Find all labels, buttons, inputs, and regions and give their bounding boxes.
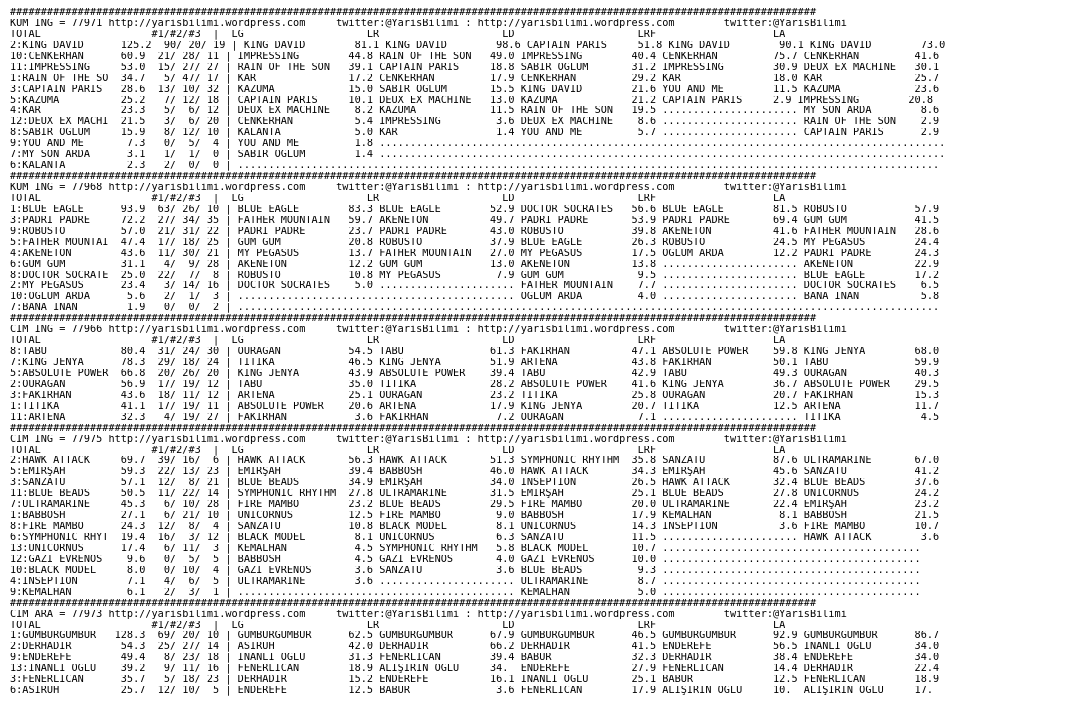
text-line: 9:ENDEREFE 49.4 8/ 23/ 18 | İNANLI OĞLU 31.3 FENERLİCAN 39.4 BABÜR 32.3 DERHADIR 38.4 ENDEREFE 34.0: [10, 653, 940, 664]
text-line: 7:ULTRAMARINE 45.3 6/ 10/ 28 | FIRE MAMBO 23.2 BLUE BEADS 29.5 FIRE MAMBO 20.0 ULTRAMARINE 22.4 EMİRŞAH 23.2: [10, 500, 940, 511]
text-line: 6:SYMPHONIC RHYT 19.4 16/ 3/ 12 | BLACK MODEL 8.1 UNICORNUS 6.3 SANZATU 11.5 ...................... HAWK ATTACK 3.6: [10, 533, 940, 543]
text-line: KUM ING = 77971 http://yarisbilimi.wordpress.com twitter:@YarisBilimi : http://yarisbilimi.wordpress.com twitter:@YarisBilimi: [10, 18, 847, 29]
text-line: CIM ING = 77966 http://yarisbilimi.wordpress.com twitter:@YarisBilimi : http://yarisbilimi.wordpress.com twitter:@YarisBilimi: [10, 325, 847, 336]
text-line: 7:KING JENYA 78.3 29/ 18/ 24 | TİTİKA 46.5 KING JENYA 51.9 ARTENA 43.8 FAKİRHAN 50.1 TABU 59.9: [10, 358, 940, 368]
text-line: 6:GÜM GÜM 31.1 4/ 9/ 28 | AKENETON 12.2 GÜM GÜM 13.0 AKENETON 13.8 ...................... AKENETON 22.9: [10, 259, 940, 270]
text-line: 5:EMİRŞAH 59.3 22/ 13/ 23 | EMİRŞAH 39.4 BABBOSH 46.0 HAWK ATTACK 34.3 EMİRŞAH 45.6 SANZATU 41.2: [10, 467, 940, 478]
text-line: TOTAL #1/#2/#3 | LG LR LD LRF LA: [10, 620, 786, 631]
text-line: 1:GÜMBÜRGÜMBÜR 128.3 69/ 20/ 10 | GÜMBÜRGÜMBÜR 62.5 GÜMBÜRGÜMBÜR 67.9 GÜMBÜRGÜMBÜR 46.5 GÜMBÜRGÜMBÜR 92.9 GÜMBÜRGÜMBÜR 86.7: [10, 631, 940, 642]
text-line: 8:TABU 80.4 31/ 24/ 30 | OURAGAN 54.5 TABU 61.3 FAKİRHAN 47.1 ABSOLUTE POWER 59.8 KING JENYA 68.0: [10, 347, 940, 358]
text-line: 12:GAZİ EVRENOS 9.6 0/ 5/ 5 | BABBOSH 4.5 GAZİ EVRENOS 4.0 GAZİ EVRENOS 10.0 ..........................................: [10, 554, 921, 565]
text-line: 13:UNICORNUS 17.4 6/ 11/ 3 | KEMALHAN 4.5 SYMPHONIC RHYTHM 5.8 BLACK MODEL 10.7 ..........................................: [10, 543, 921, 554]
text-line: 11:IMPRESSING 53.0 15/ 27/ 27 | RAIN OF THE SON 39.1 CAPTAIN PARIS 18.8 SABIR OĞLUM 31.2 IMPRESSING 30.9 DEUX EX MACHINE 30.1: [10, 62, 940, 73]
text-line: 3:FENERLİCAN 35.7 5/ 18/ 23 | DERHADIR 15.2 ENDEREFE 16.1 İNANLI OĞLU 25.1 BABÜR 12.5 FENERLİCAN 18.9: [10, 675, 940, 686]
text-line: 2:HAWK ATTACK 69.7 39/ 16/ 6 | HAWK ATTACK 56.3 HAWK ATTACK 51.3 SYMPHONIC RHYTHM 35.8 SANZATU 87.6 ULTRAMARINE 67.0: [10, 456, 940, 467]
text-line: 5:KAZUMA 25.2 7/ 12/ 18 | CAPTAIN PARIS 10.1 DEUX EX MACHINE 13.0 KAZUMA 21.2 CAPTAIN PARIS 2.9 IMPRESSING 20.8: [10, 95, 934, 106]
text-line: 9:ROBUSTO 57.0 21/ 31/ 22 | PADRI PADRE 23.7 PADRI PADRE 43.0 ROBUSTO 39.8 AKENETON 41.6 FATHER MOUNTAIN 28.6: [10, 226, 940, 237]
text-line: 11:BLUE BEADS 50.5 11/ 22/ 14 | SYMPHONIC RHYTHM 27.8 ULTRAMARINE 31.5 EMİRŞAH 25.1 BLUE BEADS 27.8 UNICORNUS 24.2: [10, 489, 940, 500]
text-line: 3:PADRI PADRE 72.2 27/ 34/ 35 | FATHER MOUNTAIN 59.7 AKENETON 49.7 PADRI PADRE 53.9 PADRI PADRE 69.4 GÜM GÜM 41.5: [10, 215, 940, 226]
text-line: 8:DOCTOR SOCRATE 25.0 22/ 7/ 8 | ROBUSTO 10.8 MY PEGASUS 7.9 GÜM GÜM 9.5 ...................... BLUE EAGLE 17.2: [10, 270, 940, 281]
text-line: 4:AKENETON 43.6 11/ 30/ 21 | MY PEGASUS 13.7 FATHER MOUNTAIN 27.0 MY PEGASUS 17.5 OĞLUM ARDA 12.2 PADRI PADRE 24.3: [10, 248, 940, 259]
text-line: ###################################################################################################################################: [10, 423, 817, 434]
text-line: CIM ARA = 77973 http://yarisbilimi.wordpress.com twitter:@YarisBilimi : http://yarisbilimi.wordpress.com twitter:@YarisBilimi: [10, 609, 847, 620]
text-line: 2:OURAGAN 56.9 17/ 19/ 12 | TABU 35.0 TİTİKA 28.2 ABSOLUTE POWER 41.6 KING JENYA 36.7 ABSOLUTE POWER 29.5: [10, 379, 940, 390]
text-line: 10:CENKERHAN 60.9 21/ 28/ 11 | IMPRESSING 44.8 RAIN OF THE SON 49.0 IMPRESSING 40.4 CENKERHAN 75.7 CENKERHAN 41.6: [10, 51, 940, 62]
text-line: ###################################################################################################################################: [10, 598, 817, 609]
text-line: 9:KEMALHAN 6.1 2/ 3/ 1 | ............................................. KEMALHAN 5.0 ..........................................: [10, 587, 921, 598]
text-line: 1:BLUE EAGLE 93.9 63/ 26/ 10 | BLUE EAGLE 83.3 BLUE EAGLE 52.9 DOCTOR SOCRATES 56.6 BLUE EAGLE 81.5 ROBUSTO 57.9: [10, 204, 940, 215]
text-line: ###################################################################################################################################: [10, 8, 817, 18]
text-line: 5:FATHER MOUNTAI 47.4 17/ 18/ 25 | GÜM GÜM 20.8 ROBUSTO 37.9 BLUE EAGLE 26.3 ROBUSTO 24.5 MY PEGASUS 24.4: [10, 237, 940, 248]
text-line: 1:RAIN OF THE SO 34.7 5/ 47/ 17 | KAR 17.2 CENKERHAN 17.9 CENKERHAN 29.2 KAR 18.0 KAR 25.7: [10, 73, 940, 84]
text-line: 8:FIRE MAMBO 24.3 12/ 8/ 4 | SANZATU 10.8 BLACK MODEL 8.1 UNICORNUS 14.3 INSEPTION 3.6 FIRE MAMBO 10.7: [10, 522, 940, 533]
text-line: 4:KAR 23.3 5/ 6/ 12 | DEUX EX MACHINE 8.2 KAZUMA 11.5 RAIN OF THE SON 19.5 ...................... MY SON ARDA 8.6: [10, 106, 940, 117]
text-line: 10:OĞLUM ARDA 5.6 2/ 1/ 3 | ............................................. OĞLUM ARDA 4.0 ...................... BANA İNAN 5.8: [10, 292, 940, 303]
text-line: 3:CAPTAIN PARIS 28.6 13/ 10/ 32 | KAZUMA 15.0 SABIR OĞLUM 15.5 KING DAVID 21.6 YOU AND ME 11.5 KAZUMA 23.6: [10, 84, 940, 95]
text-line: TOTAL #1/#2/#3 | LG LR LD LRF LA: [10, 445, 786, 456]
text-line: 5:ABSOLUTE POWER 66.8 20/ 26/ 20 | KING JENYA 43.9 ABSOLUTE POWER 39.4 TABU 42.9 TABU 49.3 OURAGAN 40.3: [10, 368, 940, 379]
text-line: 9:YOU AND ME 7.3 0/ 5/ 4 | YOU AND ME 1.8 ............................................................................................: [10, 139, 946, 150]
text-line: 11:ARTENA 32.3 4/ 19/ 27 | FAKİRHAN 3.6 FAKİRHAN 7.2 OURAGAN 7.1 ...................... TİTİKA 4.5: [10, 412, 940, 423]
text-line: 2:DERHADIR 54.3 25/ 27/ 14 | ASIRUH 42.0 DERHADIR 66.2 DERHADIR 41.5 ENDEREFE 56.5 İNANLI OĞLU 34.0: [10, 642, 940, 653]
text-line: 2:KING DAVID 125.2 90/ 20/ 19 | KING DAVID 81.1 KING DAVID 98.6 CAPTAIN PARIS 51.8 KING DAVID 90.1 KING DAVID 73.0: [10, 40, 946, 51]
text-line: 8:SABIR OĞLUM 15.9 8/ 12/ 10 | KALANTA 5.0 KAR 1.4 YOU AND ME 5.7 ...................... CAPTAIN PARIS 2.9: [10, 128, 940, 139]
text-line: TOTAL #1/#2/#3 | LG LR LD LRF LA: [10, 29, 786, 40]
text-line: 6:ASIRUH 25.7 12/ 10/ 5 | ENDEREFE 12.5 BABÜR 3.6 FENERLİCAN 17.9 ALIŞIRIN OĞLU 10. ALIŞIRIN OĞLU 17.: [10, 686, 934, 697]
text-line: KUM ING = 77968 http://yarisbilimi.wordpress.com twitter:@YarisBilimi : http://yarisbilimi.wordpress.com twitter:@YarisBilimi: [10, 183, 847, 193]
text-line: TOTAL #1/#2/#3 | LG LR LD LRF LA: [10, 193, 786, 204]
text-line: ###################################################################################################################################: [10, 314, 817, 325]
text-line: TOTAL #1/#2/#3 | LG LR LD LRF LA: [10, 336, 786, 347]
text-line: 3:FAKİRHAN 43.6 18/ 11/ 12 | ARTENA 25.1 OURAGAN 23.2 TİTİKA 25.8 OURAGAN 20.7 FAKİRHAN 15.3: [10, 390, 940, 401]
text-line: 6:KALANTA 2.3 2/ 0/ 0 | ..................................................................................................................: [10, 161, 940, 172]
text-line: 1:BABBOSH 27.1 6/ 21/ 10 | UNICORNUS 12.5 FIRE MAMBO 9.0 BABBOSH 17.9 KEMALHAN 8.1 BABBOSH 21.5: [10, 511, 940, 522]
text-line: ###################################################################################################################################: [10, 172, 817, 183]
text-line: 2:MY PEGASUS 23.4 3/ 14/ 16 | DOCTOR SOCRATES 5.0 ...................... FATHER MOUNTAIN 7.7 ...................... DOCTOR SOCRATES 6.5: [10, 281, 940, 292]
text-line: 7:MY SON ARDA 3.1 1/ 1/ 0 | SABIR OĞLUM 1.4 ............................................................................................: [10, 150, 946, 161]
text-line: 4:INSEPTION 7.1 4/ 6/ 5 | ULTRAMARINE 3.6 ...................... ULTRAMARINE 8.7 ..........................................: [10, 576, 921, 587]
text-line: 13:İNANLI OĞLU 39.2 9/ 11/ 16 | FENERLİCAN 18.9 ALIŞIRIN OĞLU 34. ENDEREFE 27.9 FENERLİCAN 14.4 DERHADIR 22.4: [10, 664, 940, 675]
text-line: 12:DEUX EX MACHI 21.5 3/ 6/ 20 | CENKERHAN 5.4 IMPRESSING 3.6 DEUX EX MACHINE 8.6 ...................... RAIN OF THE SON 2.9: [10, 117, 940, 128]
text-line: 3:SANZATU 57.1 12/ 8/ 21 | BLUE BEADS 34.9 EMİRŞAH 34.0 INSEPTION 26.5 HAWK ATTACK 32.4 BLUE BEADS 37.6: [10, 478, 940, 489]
text-line: 7:BANA İNAN 1.9 0/ 0/ 2 | ..................................................................................................................: [10, 303, 940, 314]
text-line: 10:BLACK MODEL 8.0 0/ 10/ 4 | GAZİ EVRENOS 3.6 SANZATU 3.6 BLUE BEADS 9.3 ..........................................: [10, 565, 921, 576]
text-line: CIM ING = 77975 http://yarisbilimi.wordpress.com twitter:@YarisBilimi : http://yarisbilimi.wordpress.com twitter:@YarisBilimi: [10, 434, 847, 445]
text-line: 1:TİTİKA 41.1 17/ 19/ 11 | ABSOLUTE POWER 20.6 ARTENA 17.9 KING JENYA 20.7 TİTİKA 12.5 ARTENA 11.7: [10, 401, 940, 412]
